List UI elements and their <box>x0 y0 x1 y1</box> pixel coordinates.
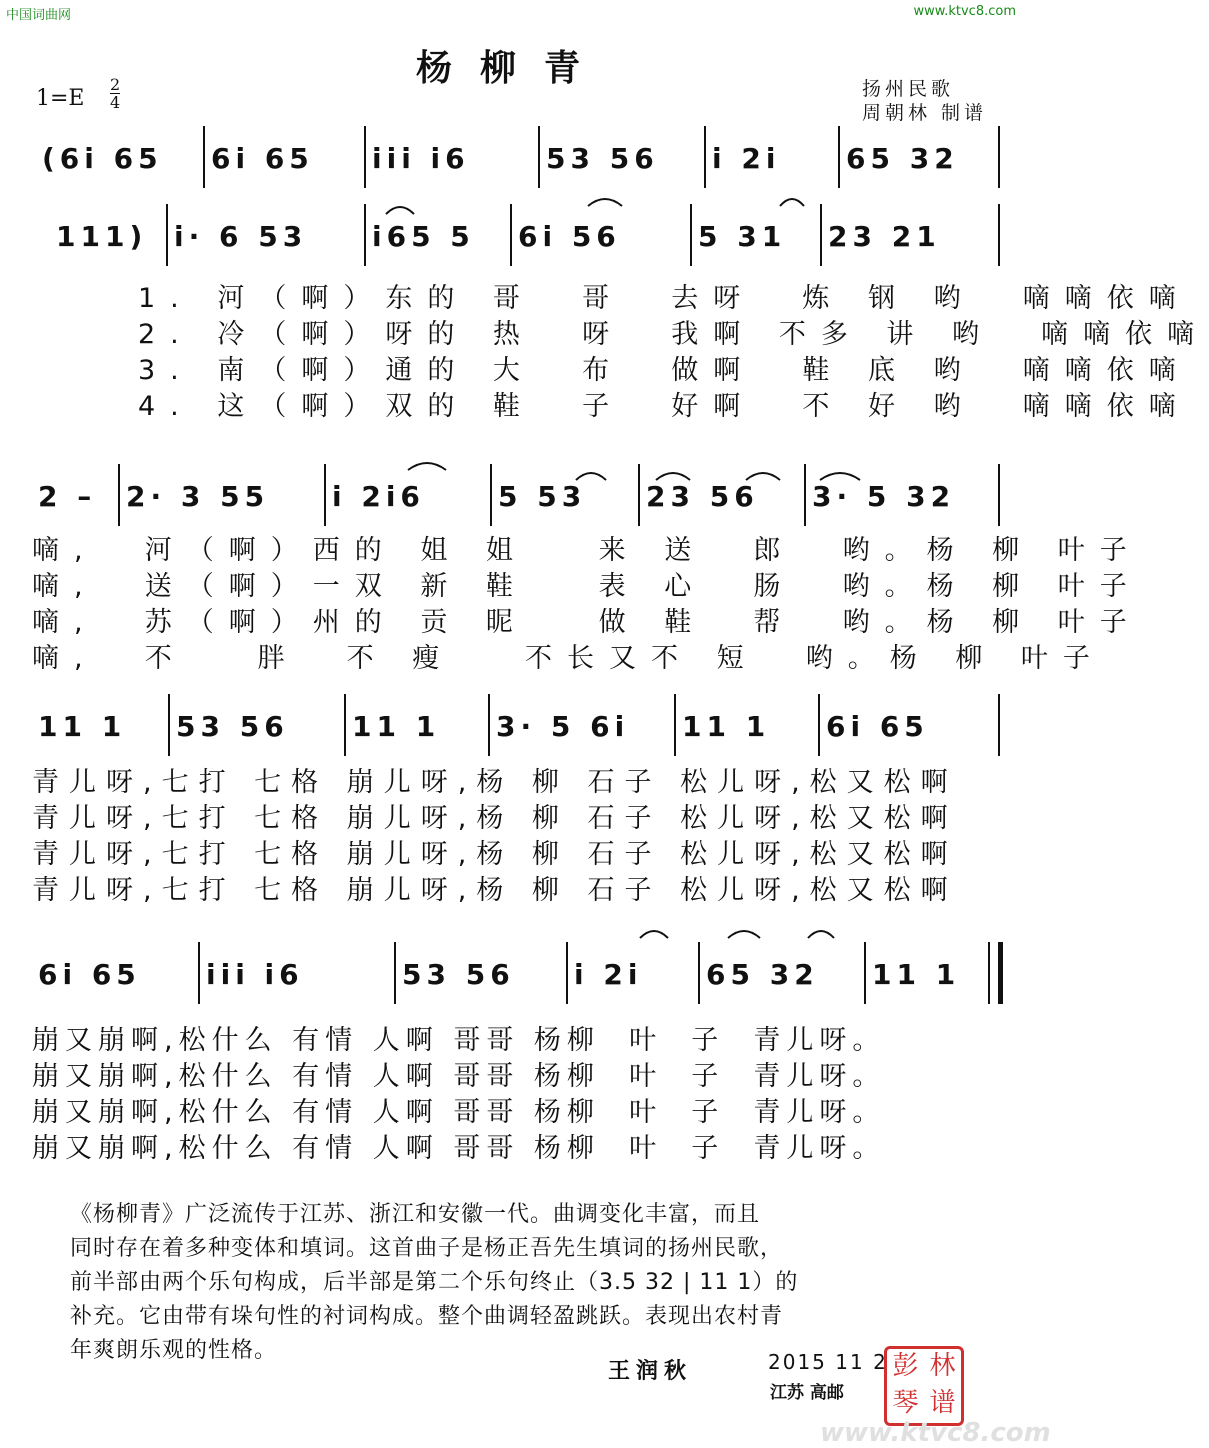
measure: i65 5 <box>372 219 475 253</box>
notes-line: 补充。它由带有垛句性的衬词构成。整个曲调轻盈跳跃。表现出农村青 <box>70 1304 784 1329</box>
measure: 65 32 <box>846 141 959 175</box>
notes-line: 《杨柳青》广泛流传于江苏、浙江和安徽一代。曲调变化丰富，而且 <box>70 1202 761 1227</box>
measure: 53 56 <box>546 141 659 175</box>
measure: i 2i6 <box>332 479 425 513</box>
measure: 3· 5 32 <box>812 479 956 513</box>
lyric-line: 1. 河（啊）东的 哥 哥 去呀 炼 钢 哟 嘀嘀依嘀 <box>138 283 1191 314</box>
lyric-line: 崩又崩啊,松什么 有情 人啊 哥哥 杨柳 叶 子 青儿呀。 <box>32 1097 886 1128</box>
measure: 6i 65 <box>211 141 314 175</box>
lyric-line: 青儿呀,七打 七格 崩儿呀,杨 柳 石子 松儿呀,松又松啊 <box>32 803 958 834</box>
lyric-line: 嘀, 河（啊）西的 姐 姐 来 送 郎 哟。杨 柳 叶子 <box>32 535 1142 566</box>
measure: 23 21 <box>828 219 941 253</box>
measure: 11 1 <box>682 709 771 743</box>
credit-origin: 扬州民歌 <box>862 78 955 100</box>
measure: 2 – <box>38 479 97 513</box>
lyric-line: 青儿呀,七打 七格 崩儿呀,杨 柳 石子 松儿呀,松又松啊 <box>32 875 958 906</box>
song-title: 杨柳青 <box>415 48 608 89</box>
measure: 2· 3 55 <box>126 479 270 513</box>
meter-bottom: 4 <box>110 93 121 112</box>
lyric-line: 4. 这（啊）双的 鞋 子 好啊 不 好 哟 嘀嘀依嘀 <box>138 391 1191 422</box>
measure: 11 1 <box>352 709 441 743</box>
slur <box>588 199 622 206</box>
slur <box>820 473 860 480</box>
seal-char: 谱 <box>929 1388 956 1418</box>
seal-char: 彭 <box>892 1351 919 1381</box>
measure: 5 31 <box>698 219 787 253</box>
measure: iii i6 <box>372 141 470 175</box>
lyric-line: 2. 冷（啊）呀的 热 呀 我啊 不多 讲 哟 嘀嘀依嘀 <box>138 319 1209 350</box>
lyric-line: 崩又崩啊,松什么 有情 人啊 哥哥 杨柳 叶 子 青儿呀。 <box>32 1025 886 1056</box>
measure: 53 56 <box>402 957 515 991</box>
measure: i· 6 53 <box>174 219 308 253</box>
measure: iii i6 <box>206 957 304 991</box>
lyric-line: 嘀, 苏（啊）州的 贡 昵 做 鞋 帮 哟。杨 柳 叶子 <box>32 607 1142 638</box>
measure: i 2i <box>574 957 643 991</box>
site-url-right[interactable]: www.ktvc8.com <box>913 4 1016 19</box>
lyric-line: 崩又崩啊,松什么 有情 人啊 哥哥 杨柳 叶 子 青儿呀。 <box>32 1133 886 1164</box>
seal-char: 琴 <box>892 1388 919 1418</box>
measure: 6i 65 <box>38 957 141 991</box>
measure: (6i 65 <box>42 141 163 175</box>
seal-char: 林 <box>929 1351 956 1381</box>
slur <box>808 931 834 938</box>
measure: 11 1 <box>38 709 127 743</box>
signature-place: 江苏 高邮 <box>770 1383 844 1403</box>
watermark: www.ktvc8.com <box>820 1418 1051 1448</box>
slur <box>780 199 804 206</box>
slur <box>386 207 414 214</box>
author-signature: 王润秋 <box>608 1359 693 1384</box>
lyric-line: 青儿呀,七打 七格 崩儿呀,杨 柳 石子 松儿呀,松又松啊 <box>32 767 958 798</box>
measure: 11 1 <box>872 957 961 991</box>
measure: 6i 65 <box>826 709 929 743</box>
meter-top: 2 <box>110 75 121 94</box>
slur <box>746 473 780 480</box>
measure: 3· 5 6i <box>496 709 630 743</box>
slur <box>728 931 760 938</box>
key-signature: 1=E <box>36 86 85 111</box>
credit-arranger: 周朝林 制谱 <box>862 102 988 124</box>
signature-date: 2015 11 2 <box>768 1350 888 1374</box>
notes-line: 前半部由两个乐句构成，后半部是第二个乐句终止（3.5 32 | 11 1）的 <box>70 1270 799 1295</box>
lyric-line: 嘀, 送（啊）一双 新 鞋 表 心 肠 哟。杨 柳 叶子 <box>32 571 1142 602</box>
measure: 23 56 <box>646 479 759 513</box>
lyric-line: 青儿呀,七打 七格 崩儿呀,杨 柳 石子 松儿呀,松又松啊 <box>32 839 958 870</box>
slur <box>640 931 668 938</box>
site-name-left[interactable]: 中国词曲网 <box>6 8 72 23</box>
lyric-line: 崩又崩啊,松什么 有情 人啊 哥哥 杨柳 叶 子 青儿呀。 <box>32 1061 886 1092</box>
measure: i 2i <box>712 141 781 175</box>
slur <box>408 463 446 470</box>
notes-line: 年爽朗乐观的性格。 <box>70 1338 278 1363</box>
lyric-line: 嘀, 不 胖 不 瘦 不长又不 短 哟。杨 柳 叶子 <box>32 643 1105 674</box>
slur <box>656 473 690 480</box>
measure: 65 32 <box>706 957 819 991</box>
measure: 111) <box>56 219 148 253</box>
measure: 5 53 <box>498 479 587 513</box>
measure: 53 56 <box>176 709 289 743</box>
measure: 6i 56 <box>518 219 621 253</box>
slur <box>576 473 606 480</box>
lyric-line: 3. 南（啊）通的 大 布 做啊 鞋 底 哟 嘀嘀依嘀 <box>138 355 1191 386</box>
notes-line: 同时存在着多种变体和填词。这首曲子是杨正吾先生填词的扬州民歌， <box>70 1236 784 1261</box>
